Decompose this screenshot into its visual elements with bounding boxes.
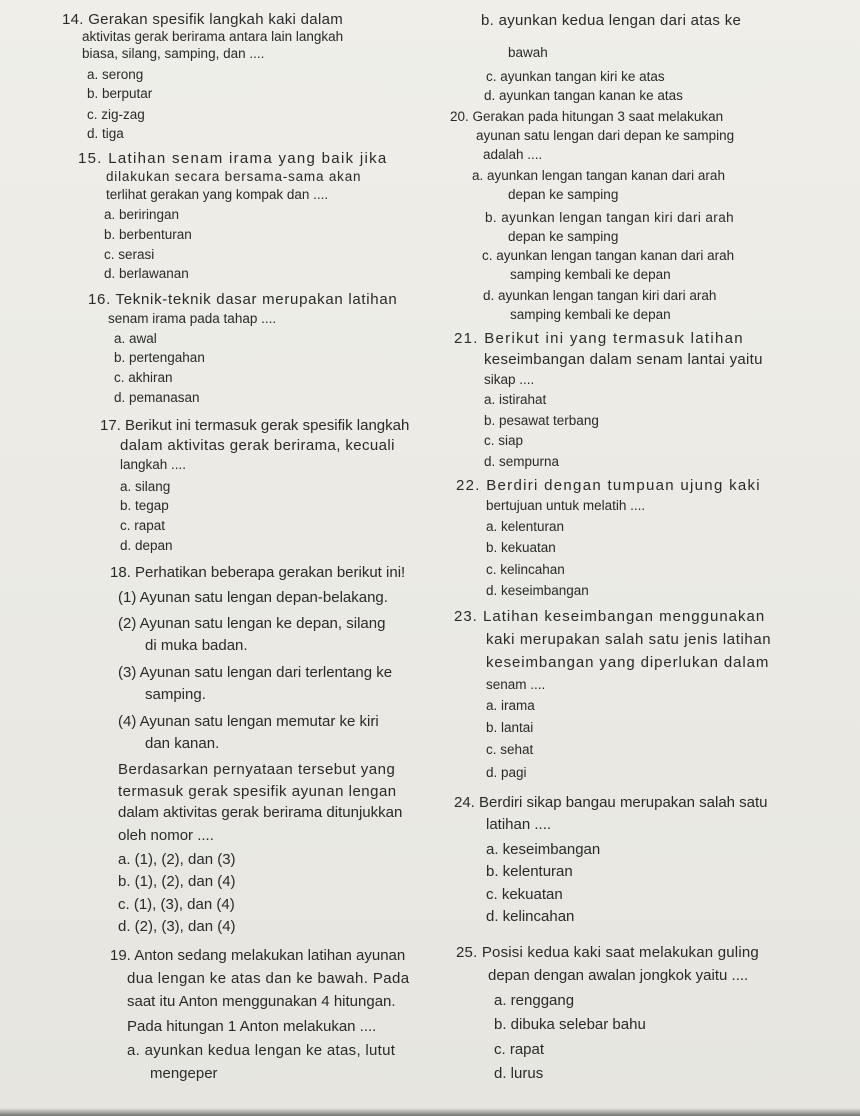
question-15-option-c: c. serasi [104,247,155,262]
question-14-option-d: d. tiga [87,126,124,141]
question-18-prompt-line-4: oleh nomor .... [118,827,214,844]
question-18-stem: 18. Perhatikan beberapa gerakan berikut ini! [110,564,406,581]
left-column [0,0,420,1116]
question-23-option-d: d. pagi [486,765,527,780]
question-20-option-c-cont: samping kembali ke depan [510,267,671,282]
question-19-option-a: a. ayunkan kedua lengan ke atas, lutut [127,1042,396,1059]
question-17-stem-line-3: langkah .... [120,457,187,472]
question-22-option-a: a. kelenturan [486,519,565,534]
question-17-stem-line-1: 17. Berikut ini termasuk gerak spesifik langkah [100,417,410,434]
question-16-stem-line-1: 16. Teknik-teknik dasar merupakan latihan [88,291,398,308]
question-20-option-a: a. ayunkan lengan tangan kanan dari arah [472,168,725,183]
question-18-item-4: (4) Ayunan satu lengan memutar ke kiri [118,713,379,730]
question-19-option-a-cont: mengeper [150,1065,218,1082]
question-15-stem-line-1: 15. Latihan senam irama yang baik jika [78,150,388,167]
question-18-item-3-cont: samping. [145,686,206,703]
question-19-stem-line-2: dua lengan ke atas dan ke bawah. Pada [127,970,410,987]
question-19-stem-line-1: 19. Anton sedang melakukan latihan ayunan [110,947,406,964]
question-19-option-b-cont: bawah [508,45,548,60]
question-19-stem-line-4: Pada hitungan 1 Anton melakukan .... [127,1018,377,1035]
question-23-stem-line-1: 23. Latihan keseimbangan menggunakan [454,608,766,625]
question-24-stem-line-2: latihan .... [486,816,552,833]
question-25-option-c: c. rapat [494,1041,545,1058]
question-20-option-d-cont: samping kembali ke depan [510,307,671,322]
question-22-stem-line-1: 22. Berdiri dengan tumpuan ujung kaki [456,477,761,494]
question-23-option-c: c. sehat [486,742,534,757]
question-17-option-a: a. silang [120,479,171,494]
question-15-option-d: d. berlawanan [104,266,189,281]
question-20-option-b: b. ayunkan lengan tangan kiri dari arah [485,210,735,225]
question-14-option-a: a. serong [87,67,144,82]
question-15-option-b: b. berbenturan [104,227,192,242]
question-22-option-c: c. kelincahan [486,562,565,577]
question-15-option-a: a. beriringan [104,207,180,222]
question-14-stem-line-1: 14. Gerakan spesifik langkah kaki dalam [62,11,344,28]
question-22-option-d: d. keseimbangan [486,583,589,598]
question-19-stem-line-3: saat itu Anton menggunakan 4 hitungan. [127,993,396,1010]
question-18-option-d: d. (2), (3), dan (4) [118,918,236,935]
question-18-item-1: (1) Ayunan satu lengan depan-belakang. [118,589,388,606]
question-20-option-c: c. ayunkan lengan tangan kanan dari arah [482,248,735,263]
question-18-option-c: c. (1), (3), dan (4) [118,896,235,913]
question-16-option-a: a. awal [114,331,157,346]
question-25-option-b: b. dibuka selebar bahu [494,1016,646,1033]
question-18-item-2: (2) Ayunan satu lengan ke depan, silang [118,615,386,632]
question-23-stem-line-2: kaki merupakan salah satu jenis latihan [486,631,772,648]
question-21-stem-line-1: 21. Berikut ini yang termasuk latihan [454,330,744,347]
question-20-stem-line-1: 20. Gerakan pada hitungan 3 saat melakukan [450,109,724,124]
question-16-option-d: d. pemanasan [114,390,200,405]
question-22-option-b: b. kekuatan [486,540,556,555]
question-17-stem-line-2: dalam aktivitas gerak berirama, kecuali [120,437,395,454]
question-18-prompt-line-2: termasuk gerak spesifik ayunan lengan [118,783,397,800]
question-16-option-c: c. akhiran [114,370,173,385]
question-24-option-b: b. kelenturan [486,863,573,880]
question-14-option-b: b. berputar [87,86,153,101]
question-18-option-b: b. (1), (2), dan (4) [118,873,236,890]
question-25-stem-line-2: depan dengan awalan jongkok yaitu .... [488,967,749,984]
question-15-stem-line-3: terlihat gerakan yang kompak dan .... [106,187,329,202]
question-20-stem-line-2: ayunan satu lengan dari depan ke samping [476,128,735,143]
question-17-option-b: b. tegap [120,498,169,513]
question-25-option-a: a. renggang [494,992,575,1009]
question-24-option-d: d. kelincahan [486,908,575,925]
question-18-prompt-line-3: dalam aktivitas gerak berirama ditunjukkan [118,804,403,821]
question-21-stem-line-2: keseimbangan dalam senam lantai yaitu [484,351,763,368]
question-14-stem-line-3: biasa, silang, samping, dan .... [82,46,265,61]
question-19-option-c: c. ayunkan tangan kiri ke atas [486,69,665,84]
question-25-option-d: d. lurus [494,1065,544,1082]
question-24-option-a: a. keseimbangan [486,841,601,858]
question-23-option-b: b. lantai [486,720,534,735]
question-21-option-d: d. sempurna [484,454,560,469]
question-18-option-a: a. (1), (2), dan (3) [118,851,236,868]
question-17-option-c: c. rapat [120,518,166,533]
question-19-option-b: b. ayunkan kedua lengan dari atas ke [481,12,742,29]
question-14-option-c: c. zig-zag [87,107,145,122]
question-15-stem-line-2: dilakukan secara bersama-sama akan [106,169,362,184]
question-24-stem-line-1: 24. Berdiri sikap bangau merupakan salah satu [454,794,768,811]
question-16-stem-line-2: senam irama pada tahap .... [108,311,277,326]
page-bottom-shadow [0,1108,860,1116]
question-14-stem-line-2: aktivitas gerak berirama antara lain langkah [82,29,344,44]
question-18-item-4-cont: dan kanan. [145,735,220,752]
question-21-option-a: a. istirahat [484,392,547,407]
question-21-option-b: b. pesawat terbang [484,413,599,428]
question-16-option-b: b. pertengahan [114,350,205,365]
question-19-option-d: d. ayunkan tangan kanan ke atas [484,88,683,103]
question-23-stem-line-3: keseimbangan yang diperlukan dalam [486,654,770,671]
question-22-stem-line-2: bertujuan untuk melatih .... [486,498,646,513]
question-20-option-b-cont: depan ke samping [508,229,619,244]
question-25-stem-line-1: 25. Posisi kedua kaki saat melakukan guling [456,944,759,961]
question-24-option-c: c. kekuatan [486,886,563,903]
question-18-prompt-line-1: Berdasarkan pernyataan tersebut yang [118,761,396,778]
right-column [430,0,850,1116]
question-20-option-a-cont: depan ke samping [508,187,619,202]
question-18-item-2-cont: di muka badan. [145,637,248,654]
question-21-option-c: c. siap [484,433,524,448]
question-23-stem-line-4: senam .... [486,677,546,692]
question-18-item-3: (3) Ayunan satu lengan dari terlentang ke [118,664,393,681]
question-20-stem-line-3: adalah .... [483,147,543,162]
question-21-stem-line-3: sikap .... [484,372,535,387]
question-23-option-a: a. irama [486,698,535,713]
question-20-option-d: d. ayunkan lengan tangan kiri dari arah [483,288,717,303]
question-17-option-d: d. depan [120,538,173,553]
